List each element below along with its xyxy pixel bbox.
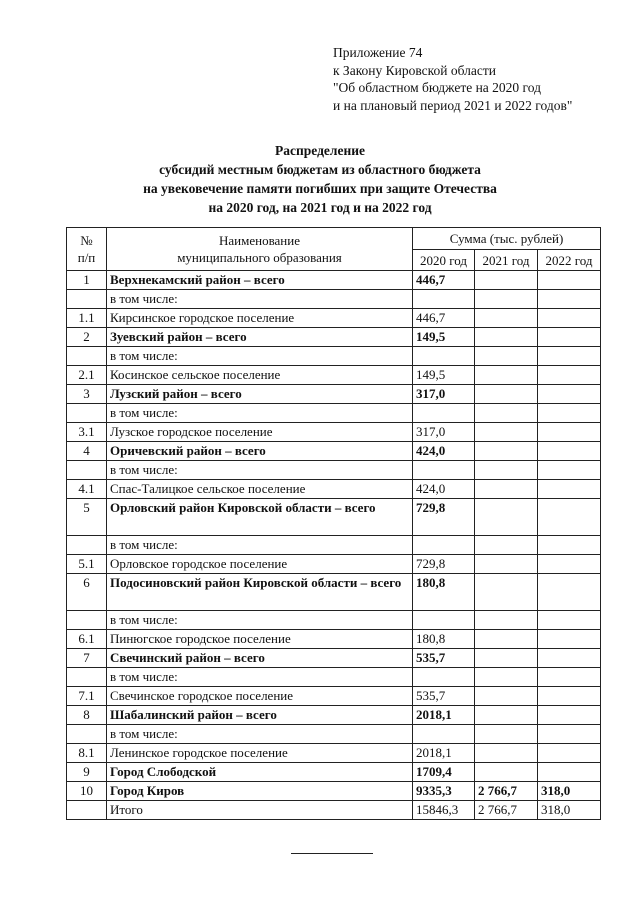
value-2021 [475,309,538,328]
value-2021 [475,687,538,706]
row-name: Кирсинское городское поселение [107,309,413,328]
row-name: в том числе: [107,404,413,423]
appendix-line-1: Приложение 74 [333,45,423,60]
row-name: Свечинское городское поселение [107,687,413,706]
row-number: 3 [67,385,107,404]
table-row [67,706,601,725]
table-row [67,668,601,687]
header-year-2021: 2021 год [475,250,538,271]
table-row [67,725,601,744]
value-2022 [538,649,601,668]
value-2020 [413,461,475,480]
value-2022 [538,611,601,630]
row-number: 10 [67,782,107,801]
value-2020: 2018,1 [413,706,475,725]
title-line-3: на увековечение памяти погибших при защите Отечества [143,181,497,196]
row-name: Косинское сельское поселение [107,366,413,385]
value-2020: 149,5 [413,328,475,347]
value-2020: 535,7 [413,687,475,706]
value-2021 [475,347,538,366]
row-number: 4 [67,442,107,461]
value-2022 [538,574,601,611]
value-2022 [538,366,601,385]
table-row [67,385,601,404]
value-2020: 1709,4 [413,763,475,782]
value-2020: 424,0 [413,480,475,499]
row-number [67,404,107,423]
value-2022 [538,763,601,782]
value-2021 [475,706,538,725]
row-name: в том числе: [107,347,413,366]
value-2021: 2 766,7 [475,782,538,801]
row-name: Оричевский район – всего [107,442,413,461]
value-2022 [538,668,601,687]
value-2022 [538,706,601,725]
table-row [67,480,601,499]
value-2022 [538,536,601,555]
row-number: 8 [67,706,107,725]
row-name: в том числе: [107,461,413,480]
row-number [67,668,107,687]
table-row [67,611,601,630]
value-2021 [475,536,538,555]
value-2022 [538,480,601,499]
table-row [67,271,601,290]
value-2021 [475,725,538,744]
header-name-line-1: Наименование [219,233,300,248]
value-2021 [475,668,538,687]
row-number: 8.1 [67,744,107,763]
row-name: в том числе: [107,536,413,555]
appendix-line-4: и на плановый период 2021 и 2022 годов" [333,97,573,113]
row-name: в том числе: [107,290,413,309]
value-2022: 318,0 [538,801,601,820]
value-2021 [475,611,538,630]
value-2020 [413,611,475,630]
row-number: 1 [67,271,107,290]
value-2022 [538,461,601,480]
value-2022 [538,271,601,290]
table-row [67,499,601,536]
header-year-2022: 2022 год [538,250,601,271]
row-number [67,801,107,820]
table-row [67,687,601,706]
value-2021 [475,385,538,404]
appendix-line-2: к Закону Кировской области [333,62,497,78]
row-number: 2 [67,328,107,347]
row-number [67,461,107,480]
value-2021 [475,499,538,536]
value-2020 [413,725,475,744]
header-sum: Сумма (тыс. рублей) [413,228,601,250]
table-row [67,649,601,668]
row-number [67,290,107,309]
table-row [67,630,601,649]
value-2022 [538,555,601,574]
value-2020: 535,7 [413,649,475,668]
table-row [67,574,601,611]
table-row [67,744,601,763]
footer-divider [291,853,373,854]
row-name: в том числе: [107,611,413,630]
row-name: Город Киров [107,782,413,801]
document-title [0,141,640,217]
value-2022 [538,725,601,744]
value-2020: 446,7 [413,271,475,290]
title-line-2: субсидий местным бюджетам из областного бюджета [159,162,481,177]
value-2020: 180,8 [413,574,475,611]
header-num-line-2: п/п [77,250,96,265]
subsidy-table [66,227,601,820]
value-2022 [538,385,601,404]
value-2022 [538,442,601,461]
header-num-line-1: № [80,233,93,248]
row-name: Подосиновский район Кировской области – всего [107,574,413,611]
value-2022 [538,290,601,309]
row-number: 2.1 [67,366,107,385]
row-number: 9 [67,763,107,782]
value-2020: 729,8 [413,555,475,574]
row-name: Ленинское городское поселение [107,744,413,763]
value-2022 [538,423,601,442]
appendix-reference [333,44,572,114]
header-num [67,228,107,271]
row-number: 7 [67,649,107,668]
row-number: 3.1 [67,423,107,442]
row-number: 4.1 [67,480,107,499]
value-2020: 15846,3 [413,801,475,820]
row-number [67,611,107,630]
value-2020: 180,8 [413,630,475,649]
value-2020 [413,536,475,555]
row-name: Орловский район Кировской области – всего [107,499,413,536]
appendix-line-3: "Об областном бюджете на 2020 год [333,80,541,95]
value-2021 [475,574,538,611]
table-row [67,442,601,461]
value-2022 [538,499,601,536]
value-2022 [538,347,601,366]
value-2020 [413,290,475,309]
row-name: Свечинский район – всего [107,649,413,668]
table-row [67,536,601,555]
value-2020: 729,8 [413,499,475,536]
header-name-line-2: муниципального образования [177,250,342,265]
row-number [67,725,107,744]
value-2020: 2018,1 [413,744,475,763]
value-2021 [475,271,538,290]
value-2022 [538,328,601,347]
row-name: Шабалинский район – всего [107,706,413,725]
value-2022 [538,309,601,328]
row-name: Лузское городское поселение [107,423,413,442]
value-2021: 2 766,7 [475,801,538,820]
row-number [67,347,107,366]
table-row [67,763,601,782]
row-name: Лузский район – всего [107,385,413,404]
value-2020: 149,5 [413,366,475,385]
value-2021 [475,404,538,423]
value-2020: 317,0 [413,423,475,442]
value-2021 [475,630,538,649]
value-2020: 446,7 [413,309,475,328]
header-row-1 [67,228,601,250]
value-2022 [538,687,601,706]
value-2021 [475,442,538,461]
table-row [67,290,601,309]
value-2022 [538,744,601,763]
value-2021 [475,423,538,442]
header-name [107,228,413,271]
table-row [67,404,601,423]
table-row [67,801,601,820]
table-row [67,328,601,347]
table-row [67,461,601,480]
row-name: Город Слободской [107,763,413,782]
row-name: Спас-Талицкое сельское поселение [107,480,413,499]
title-line-4: на 2020 год, на 2021 год и на 2022 год [208,200,432,215]
row-number: 6.1 [67,630,107,649]
value-2020: 9335,3 [413,782,475,801]
row-number [67,536,107,555]
row-number: 5 [67,499,107,536]
value-2022 [538,404,601,423]
value-2021 [475,461,538,480]
value-2020 [413,404,475,423]
title-line-1: Распределение [274,143,366,158]
row-name: Орловское городское поселение [107,555,413,574]
row-name: Итого [107,801,413,820]
table-row [67,782,601,801]
row-name: в том числе: [107,668,413,687]
row-name: Верхнекамский район – всего [107,271,413,290]
value-2022: 318,0 [538,782,601,801]
row-name: Зуевский район – всего [107,328,413,347]
table-row [67,366,601,385]
value-2021 [475,555,538,574]
value-2020: 424,0 [413,442,475,461]
value-2021 [475,290,538,309]
row-number: 1.1 [67,309,107,328]
value-2020: 317,0 [413,385,475,404]
value-2022 [538,630,601,649]
table-body [67,271,601,820]
table-row [67,309,601,328]
value-2021 [475,366,538,385]
row-name: Пинюгское городское поселение [107,630,413,649]
value-2020 [413,668,475,687]
row-number: 7.1 [67,687,107,706]
table-row [67,423,601,442]
table-row [67,347,601,366]
value-2021 [475,328,538,347]
header-year-2020: 2020 год [413,250,475,271]
row-number: 5.1 [67,555,107,574]
value-2021 [475,480,538,499]
table-row [67,555,601,574]
row-name: в том числе: [107,725,413,744]
value-2021 [475,649,538,668]
value-2020 [413,347,475,366]
value-2021 [475,763,538,782]
value-2021 [475,744,538,763]
row-number: 6 [67,574,107,611]
